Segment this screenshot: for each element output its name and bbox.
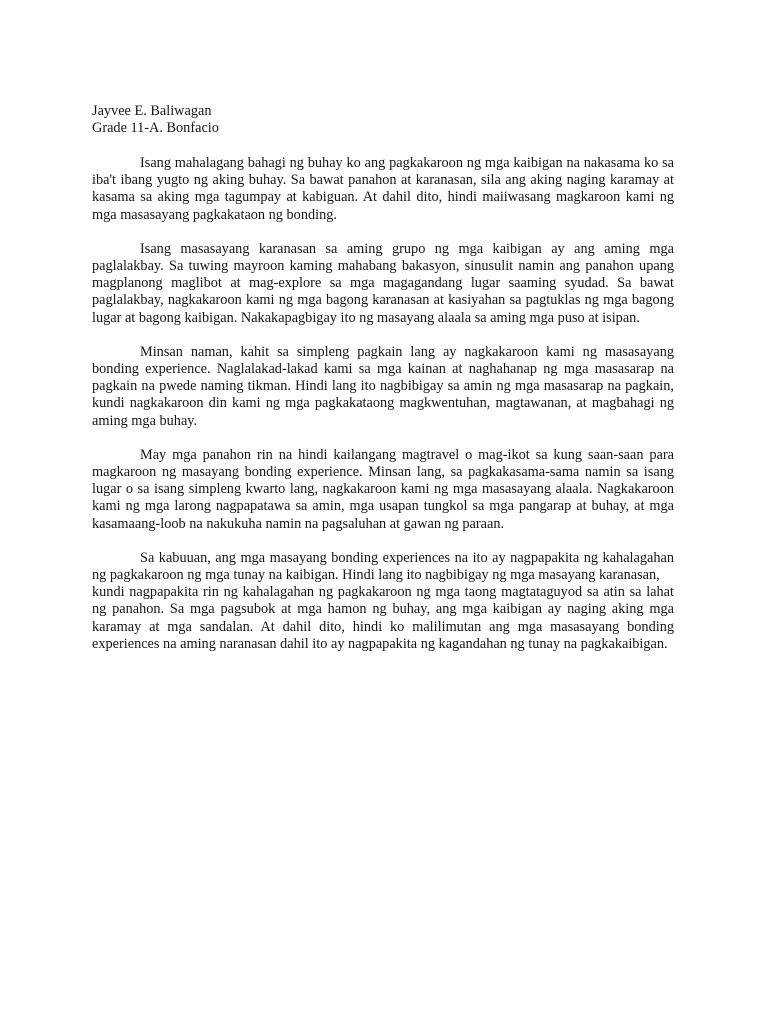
author-name: Jayvee E. Baliwagan: [92, 103, 212, 119]
paragraph-5-part-2: kundi nagpapakita rin ng kahalagahan ng pagkakaroon ng mga taong magtataguyod sa atin sa lahat ng panahon. Sa mga pagsubok at mga hamon ng buhay, ang mga kaibigan ay naging aking mga karamay at mga sandalan. At dahil dito, hindi ko malilimutan ang mga masasayang bonding experiences na aming naranasan dahil ito ay nagpapakita ng kagandahan ng tunay na pagkakaibigan.: [92, 584, 674, 652]
grade-section: Grade 11-A. Bonfacio: [92, 120, 219, 137]
paragraph-1: Isang mahalagang bahagi ng buhay ko ang pagkakaroon ng mga kaibigan na nakasama ko sa iba't ibang yugto ng aking buhay. Sa bawat panahon at karanasan, sila ang aking naging karamay at kasama sa aking mga tagumpay at kabiguan. At dahil dito, hindi maiiwasang magkaroon kami ng mga masasayang pagkakataon ng bonding.: [92, 154, 674, 223]
paragraph-4: May mga panahon rin na hindi kailangang magtravel o mag-ikot sa kung saan-saan para magkaroon ng masayang bonding experience. Minsan lang, sa pagkakasama-sama namin sa isang lugar o sa isang simpleng kwarto lang, nagkakaroon kami ng mga masasayang alaala. Nagkakaroon kami ng mga larong nagpapatawa sa amin, mga usapan tungkol sa mga pangarap at buhay, at mga kasamaang-loob na nakukuha namin na pagsaluhan at gawan ng paraan.: [92, 446, 674, 532]
paragraph-5-part-1: Sa kabuuan, ang mga masayang bonding experiences na ito ay nagpapakita ng kahalagahan ng pagkakaroon ng mga tunay na kaibigan. Hindi lang ito nagbibigay ng mga masayang karanasan,: [92, 549, 674, 583]
document-body: [92, 103, 674, 653]
paragraph-2: Isang masasayang karanasan sa aming grupo ng mga kaibigan ay ang aming mga paglalakbay. Sa tuwing mayroon kaming mahabang bakasyon, sinusulit namin ang panahon upang magplanong maglibot at mag-explore sa mga magagandang lugar saaming syudad. Sa bawat paglalakbay, nagkakaroon kami ng mga bagong karanasan at kasiyahan sa pagtuklas ng mga bagong lugar at bagong kaibigan. Nakakapagbigay ito ng masayang alaala sa aming mga puso at isipan.: [92, 240, 674, 326]
paragraph-3: Minsan naman, kahit sa simpleng pagkain lang ay nagkakaroon kami ng masasayang bonding experience. Naglalakad-lakad kami sa mga kainan at naghahanap ng mga masasarap na pagkain na pwede naming tikman. Hindi lang ito nagbibigay sa amin ng mga masasarap na pagkain, kundi nagkakaroon din kami ng mga pagkakataong magkwentuhan, magtawanan, at magbahagi ng aming mga buhay.: [92, 343, 674, 429]
